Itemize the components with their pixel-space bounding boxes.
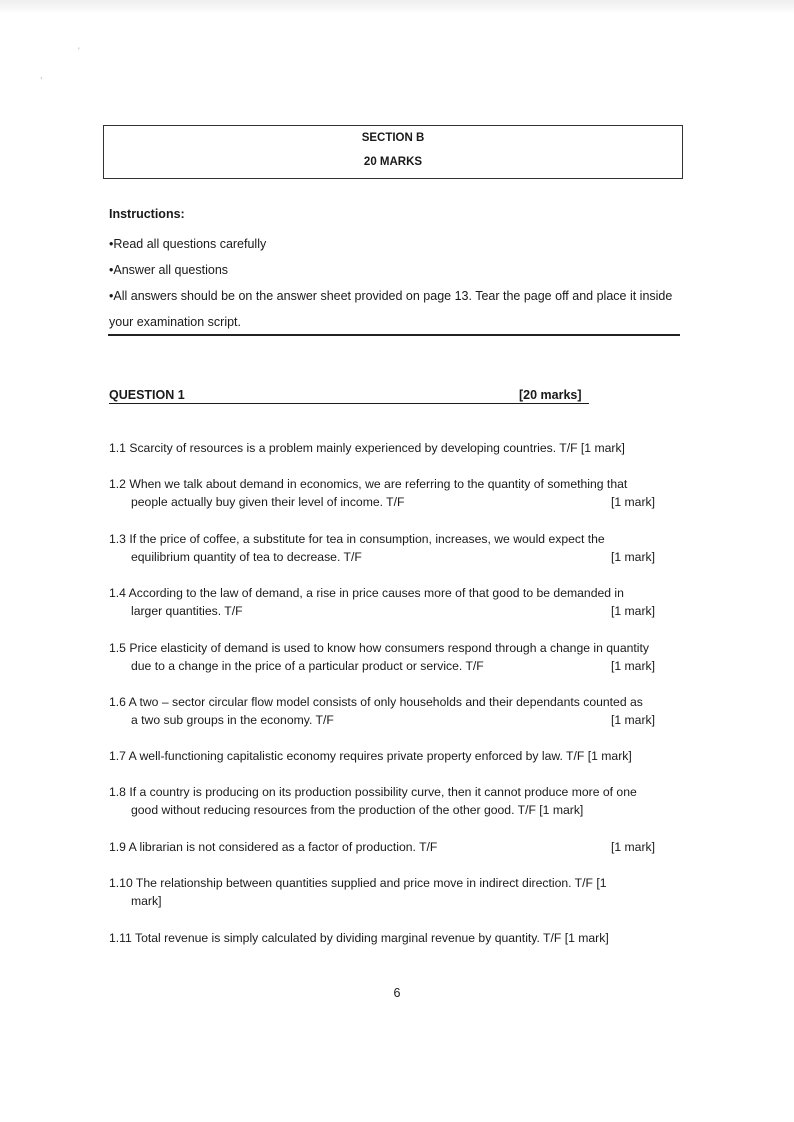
item-text: 1.9 A librarian is not considered as a factor of production. T/F	[109, 840, 438, 854]
instructions-block	[109, 205, 689, 335]
question-item-1-3	[109, 530, 669, 566]
question-header	[109, 388, 589, 406]
question-title: QUESTION 1	[109, 388, 185, 402]
question-item-1-9	[109, 838, 669, 856]
question-item-1-10	[109, 874, 669, 910]
instruction-item: •Read all questions carefully	[109, 237, 267, 251]
item-text: 1.3 If the price of coffee, a substitute for tea in consumption, increases, we would expect the	[109, 532, 605, 546]
scan-edge	[0, 0, 794, 14]
question-item-1-7	[109, 747, 669, 765]
scan-speck: ,	[40, 70, 43, 80]
item-text: 1.7 A well-functioning capitalistic economy requires private property enforced by law. T/F [1 mark]	[109, 749, 632, 763]
question-marks: [20 marks]	[519, 388, 582, 402]
question-item-1-1	[109, 439, 669, 457]
item-mark: [1 mark]	[610, 659, 655, 673]
item-text: 1.5 Price elasticity of demand is used to know how consumers respond through a change in quantity	[109, 641, 649, 655]
item-text-cont: good without reducing resources from the production of the other good. T/F [1 mark]	[131, 803, 584, 817]
item-mark: [1 mark]	[610, 840, 655, 854]
item-text-cont: due to a change in the price of a particular product or service. T/F	[131, 659, 484, 673]
instructions-title: Instructions:	[109, 207, 185, 221]
item-text: 1.1 Scarcity of resources is a problem mainly experienced by developing countries. T/F [1 mark]	[109, 441, 625, 455]
item-mark: [1 mark]	[610, 713, 655, 727]
item-mark: [1 mark]	[610, 550, 655, 564]
item-text: 1.2 When we talk about demand in economics, we are referring to the quantity of something that	[109, 477, 628, 491]
item-text: 1.11 Total revenue is simply calculated by dividing marginal revenue by quantity. T/F [1 mark]	[109, 931, 609, 945]
scan-speck: '	[78, 46, 80, 56]
item-mark: [1 mark]	[610, 604, 655, 618]
question-item-1-8	[109, 783, 669, 819]
instruction-item: •Answer all questions	[109, 263, 229, 277]
question-item-1-4	[109, 584, 669, 620]
item-text: 1.10 The relationship between quantities supplied and price move in indirect direction. T/F [1	[109, 876, 607, 890]
item-text: 1.6 A two – sector circular flow model consists of only households and their dependants counted as	[109, 695, 643, 709]
item-text: 1.4 According to the law of demand, a rise in price causes more of that good to be demanded in	[109, 586, 624, 600]
question-item-1-2	[109, 475, 669, 511]
instruction-item: •All answers should be on the answer sheet provided on page 13. Tear the page off and place it inside	[109, 289, 673, 303]
item-text-cont: a two sub groups in the economy. T/F	[131, 713, 334, 727]
question-item-1-6	[109, 693, 669, 729]
section-title: SECTION B	[361, 132, 425, 144]
question-item-1-5	[109, 639, 669, 675]
section-marks: 20 MARKS	[363, 156, 423, 168]
page-number: 6	[393, 986, 401, 1000]
instruction-item: your examination script.	[109, 315, 242, 329]
item-text-cont: people actually buy given their level of income. T/F	[131, 495, 405, 509]
item-text-cont: equilibrium quantity of tea to decrease. T/F	[131, 550, 362, 564]
item-mark: [1 mark]	[610, 495, 655, 509]
section-header-box	[103, 125, 683, 179]
question-item-1-11	[109, 929, 669, 947]
question-underline	[109, 403, 589, 404]
item-text-cont: mark]	[131, 894, 162, 908]
item-text-cont: larger quantities. T/F	[131, 604, 243, 618]
divider-rule	[108, 334, 680, 336]
item-text: 1.8 If a country is producing on its production possibility curve, then it cannot produce more of one	[109, 785, 637, 799]
